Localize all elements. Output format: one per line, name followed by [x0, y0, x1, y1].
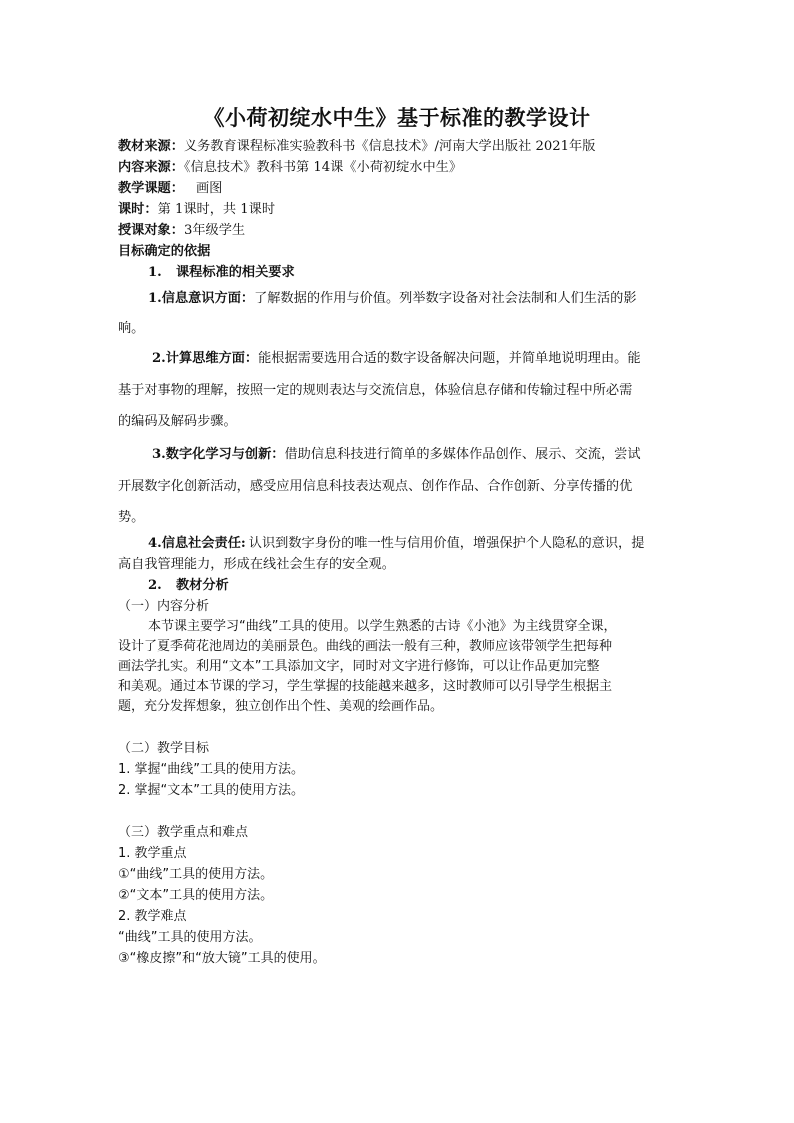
para1-label: 1.信息意识方面： [148, 291, 255, 306]
section2-title: 教材分析 [176, 578, 229, 593]
para1-line1 [148, 290, 637, 308]
section2-heading [148, 577, 229, 595]
para2-line2: 基于对事物的理解，按照一定的规则表达与交流信息，体验信息存储和传输过程中所必需 [118, 383, 633, 398]
para3-line2: 开展数字化创新活动，感受应用信息科技表达观点、创作作品、合作创新、分享传播的优 [118, 479, 633, 494]
basis-heading: 目标确定的依据 [118, 244, 211, 259]
para2-text1: 能根据需要选用合适的数字设备解决问题，并简单地说明理由。能 [258, 351, 641, 366]
para4-label: 4.信息社会责任: [148, 536, 246, 551]
subsection-teaching-goals: （二）教学目标 [118, 741, 210, 756]
subsection-key-difficult: （三）教学重点和难点 [118, 825, 249, 840]
subsection-content-analysis: （一）内容分析 [118, 599, 210, 614]
para2-line1 [152, 350, 641, 368]
meta-content-label: 内容来源： [118, 160, 184, 175]
difficult-point-2: ③“橡皮擦”和“放大镜”工具的使用。 [118, 951, 326, 966]
para3-line1 [152, 446, 641, 464]
meta-audience-label: 授课对象： [118, 223, 184, 238]
meta-audience [118, 222, 245, 240]
para1-text1: 了解数据的作用与价值。列举数字设备对社会法制和人们生活的影 [254, 291, 637, 306]
goal-item-2: 2. 掌握“文本”工具的使用方法。 [118, 783, 305, 798]
para3-text1: 借助信息科技进行简单的多媒体作品创作、展示、交流，尝试 [284, 447, 641, 462]
analysis-line1: 本节课主要学习“曲线”工具的使用。以学生熟悉的古诗《小池》为主线贯穿全课， [148, 619, 617, 634]
meta-hours-label: 课时： [118, 202, 158, 217]
meta-topic-label: 教学课题： [118, 181, 184, 196]
key-point-2: ②“文本”工具的使用方法。 [118, 888, 274, 903]
para2-line3: 的编码及解码步骤。 [118, 414, 237, 429]
para1-line2: 响。 [118, 321, 145, 336]
meta-source-label: 教材来源： [118, 139, 184, 154]
meta-source [118, 138, 595, 156]
para4-line1 [148, 535, 644, 553]
goal-item-1: 1. 掌握“曲线”工具的使用方法。 [118, 762, 305, 777]
section1-heading [148, 264, 295, 282]
meta-hours-value: 第 1课时，共 1课时 [157, 202, 276, 217]
meta-topic [118, 180, 222, 198]
analysis-line2: 设计了夏季荷花池周边的美丽景色。曲线的画法一般有三种，教师应该带领学生把每种 [118, 639, 613, 654]
section2-number: 2. [148, 578, 162, 593]
analysis-line4: 和美观。通过本节课的学习，学生掌握的技能越来越多，这时教师可以引导学生根据主 [118, 679, 613, 694]
difficult-point-1: “曲线”工具的使用方法。 [118, 930, 262, 945]
para2-label: 2.计算思维方面： [152, 351, 259, 366]
analysis-line3: 画法学扎实。利用“文本”工具添加文字，同时对文字进行修饰，可以让作品更加完整 [118, 659, 600, 674]
key-points-heading: 1. 教学重点 [118, 846, 187, 861]
key-point-1: ①“曲线”工具的使用方法。 [118, 867, 274, 882]
analysis-line5: 题，充分发挥想象，独立创作出个性、美观的绘画作品。 [118, 699, 444, 714]
meta-source-value: 义务教育课程标准实验教科书《信息技术》/河南大学出版社 2021年版 [183, 139, 596, 154]
para4-line2: 高自我管理能力，形成在线社会生存的安全观。 [118, 557, 395, 572]
section1-number: 1. [148, 265, 162, 280]
meta-audience-value: 3年级学生 [183, 223, 246, 238]
meta-hours [118, 201, 275, 219]
para3-line3: 势。 [118, 510, 145, 525]
para4-text1: 认识到数字身份的唯一性与信用价值，增强保护个人隐私的意识，提 [248, 536, 645, 551]
meta-topic-value: 画图 [195, 181, 223, 196]
section1-title: 课程标准的相关要求 [176, 265, 295, 280]
difficult-points-heading: 2. 教学难点 [118, 909, 187, 924]
para3-label: 3.数字化学习与创新： [152, 447, 285, 462]
document-title: 《小荷初绽水中生》基于标准的教学设计 [203, 105, 591, 130]
meta-content [118, 159, 462, 177]
meta-content-value: 《信息技术》教科书第 14课《小荷初绽水中生》 [183, 160, 463, 175]
